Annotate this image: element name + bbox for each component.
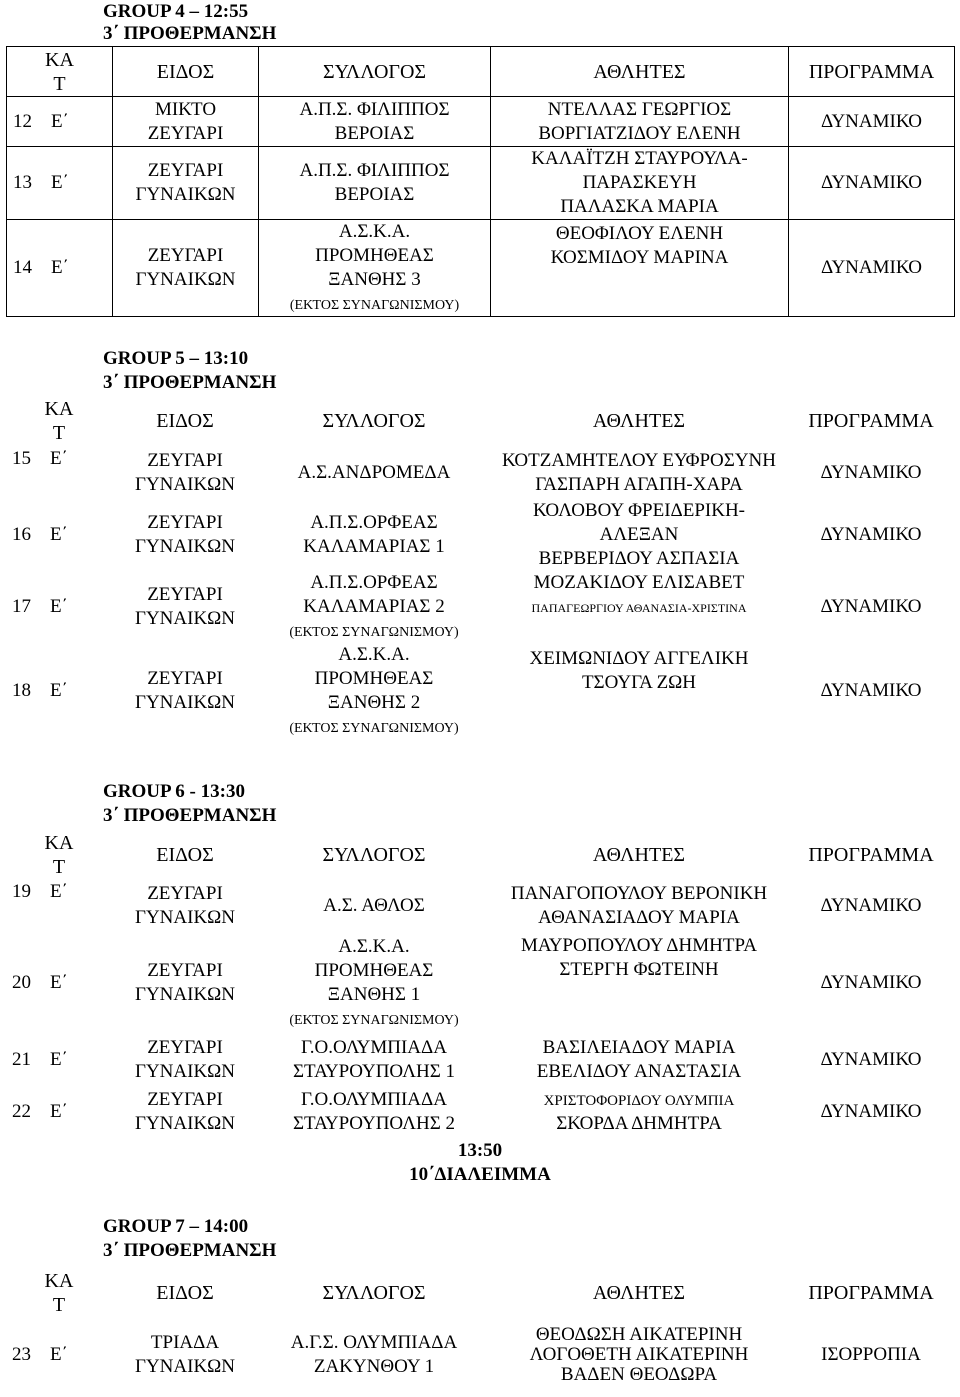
row-athletes: ΧΡΙΣΤΟΦΟΡΙΔΟΥ ΟΛΥΜΠΙΑ ΣΚΟΡΔΑ ΔΗΜΗΤΡΑ [543, 1093, 735, 1134]
row-athletes: ΜΟΖΑΚΙΔΟΥ ΕΛΙΣΑΒΕΤ ΠΑΠΑΓΕΩΡΓΙΟΥ ΑΘΑΝΑΣΙΑ-ΧΡΙΣΤΙΝΑ [531, 572, 747, 615]
row-program: ΔΥΝΑΜΙΚΟ [820, 524, 922, 545]
row-type: ΖΕΥΓΑΡΙ ΓΥΝΑΙΚΩΝ [134, 584, 236, 629]
row-program: ΔΥΝΑΜΙΚΟ [820, 895, 922, 916]
header-program: ΠΡΟΓΡΑΜΜΑ [789, 47, 955, 97]
header-syllogos: ΣΥΛΛΟΓΟΣ [322, 1282, 426, 1304]
row-club: Α.Π.Σ. ΦΙΛΙΠΠΟΣ ΒΕΡΟΙΑΣ [259, 147, 491, 220]
club-note: (ΕΚΤΟΣ ΣΥΝΑΓΩΝΙΣΜΟΥ) [289, 298, 460, 313]
table-row [6, 643, 954, 739]
row-club: Α.Σ.Κ.Α. ΠΡΟΜΗΘΕΑΣ ΞΑΝΘΗΣ 2 (ΕΚΤΟΣ ΣΥΝΑΓΩΝΙΣΜΟΥ) [289, 644, 459, 736]
row-number: 12 Ε΄ [7, 97, 113, 147]
row-club: Α.Σ.ΑΝΔΡΟΜΕΔΑ [297, 462, 451, 483]
row-program: ΔΥΝΑΜΙΚΟ [789, 220, 955, 317]
table-row [6, 1086, 954, 1138]
header-syllogos: ΣΥΛΛΟΓΟΣ [259, 47, 491, 97]
row-club: Α.Γ.Σ. ΟΛΥΜΠΙΑΔΑ ΖΑΚΥΝΘΟΥ 1 [290, 1332, 458, 1377]
row-club: Α.Π.Σ.ΟΡΦΕΑΣ ΚΑΛΑΜΑΡΙΑΣ 2 (ΕΚΤΟΣ ΣΥΝΑΓΩΝΙΣΜΟΥ) [289, 572, 459, 640]
row-type: ΖΕΥΓΑΡΙ ΓΥΝΑΙΚΩΝ [113, 147, 259, 220]
header-athletes: ΑΘΛΗΤΕΣ [491, 47, 789, 97]
group-5-title: GROUP 5 – 13:10 [103, 348, 249, 369]
table-row [7, 147, 955, 220]
row-program: ΔΥΝΑΜΙΚΟ [820, 972, 922, 993]
group-5-table [6, 395, 954, 739]
row-type: ΖΕΥΓΑΡΙ ΓΥΝΑΙΚΩΝ [134, 668, 236, 713]
club-note: (ΕΚΤΟΣ ΣΥΝΑΓΩΝΙΣΜΟΥ) [289, 721, 459, 736]
header-kat: ΚΑ Τ [44, 398, 74, 444]
header-kat: ΚΑ Τ [7, 47, 113, 97]
header-kat: ΚΑ Τ [44, 832, 74, 878]
row-number: 23 Ε΄ [12, 1344, 68, 1365]
header-eidos: ΕΙΔΟΣ [156, 1282, 214, 1304]
table-row [6, 1034, 954, 1086]
row-athletes: ΒΑΣΙΛΕΙΑΔΟΥ ΜΑΡΙΑ ΕΒΕΛΙΔΟΥ ΑΝΑΣΤΑΣΙΑ [536, 1037, 742, 1082]
row-program: ΔΥΝΑΜΙΚΟ [789, 147, 955, 220]
row-type: ΖΕΥΓΑΡΙ ΓΥΝΑΙΚΩΝ [113, 220, 259, 317]
row-program: ΔΥΝΑΜΙΚΟ [820, 1101, 922, 1122]
row-athletes: ΚΟΤΖΑΜΗΤΕΛΟΥ ΕΥΦΡΟΣΥΝΗ ΓΑΣΠΑΡΗ ΑΓΑΠΗ-ΧΑΡΑ [502, 450, 776, 495]
row-club: Α.Π.Σ.ΟΡΦΕΑΣ ΚΑΛΑΜΑΡΙΑΣ 1 [303, 512, 445, 557]
row-program: ΔΥΝΑΜΙΚΟ [820, 596, 922, 617]
table-row [6, 1321, 954, 1389]
row-number: 20 Ε΄ [12, 972, 68, 993]
row-club: Α.Σ.Κ.Α. ΠΡΟΜΗΘΕΑΣ ΞΑΝΘΗΣ 1 (ΕΚΤΟΣ ΣΥΝΑΓΩΝΙΣΜΟΥ) [289, 936, 459, 1028]
row-type: ΖΕΥΓΑΡΙ ΓΥΝΑΙΚΩΝ [134, 1037, 236, 1082]
row-athletes: ΜΑΥΡΟΠΟΥΛΟΥ ΔΗΜΗΤΡΑ ΣΤΕΡΓΗ ΦΩΤΕΙΝΗ [520, 935, 758, 980]
table-row [7, 220, 955, 317]
header-syllogos: ΣΥΛΛΟΓΟΣ [322, 844, 426, 866]
header-athletes: ΑΘΛΗΤΕΣ [592, 410, 686, 432]
row-type: ΖΕΥΓΑΡΙ ΓΥΝΑΙΚΩΝ [134, 450, 236, 495]
row-athletes: ΚΟΛΟΒΟΥ ΦΡΕΙΔΕΡΙΚΗ- ΑΛΕΞΑΝ ΒΕΡΒΕΡΙΔΟΥ ΑΣΠΑΣΙΑ [532, 500, 746, 569]
group-7-table [6, 1265, 954, 1389]
table-header-row [7, 47, 955, 97]
row-type: ΖΕΥΓΑΡΙ ΓΥΝΑΙΚΩΝ [134, 883, 236, 928]
row-number: 16 Ε΄ [12, 524, 68, 545]
row-club: Α.Π.Σ. ΦΙΛΙΠΠΟΣ ΒΕΡΟΙΑΣ [259, 97, 491, 147]
header-athletes: ΑΘΛΗΤΕΣ [592, 1282, 686, 1304]
row-type: ΤΡΙΑΔΑ ΓΥΝΑΙΚΩΝ [134, 1332, 236, 1377]
break-label: 10΄ΔΙΑΛΕΙΜΜΑ [409, 1164, 551, 1185]
header-eidos: ΕΙΔΟΣ [113, 47, 259, 97]
group-4-subtitle: 3΄ ΠΡΟΘΕΡΜΑΝΣΗ [103, 23, 277, 44]
table-row [6, 499, 954, 571]
group-6-title: GROUP 6 - 13:30 [103, 781, 245, 802]
row-athletes: ΠΑΝΑΓΟΠΟΥΛΟΥ ΒΕΡΟΝΙΚΗ ΑΘΑΝΑΣΙΑΔΟΥ ΜΑΡΙΑ [510, 883, 768, 928]
row-athletes: ΘΕΟΦΙΛΟΥ ΕΛΕΝΗ ΚΟΣΜΙΔΟΥ ΜΑΡΙΝΑ [491, 220, 789, 317]
row-program: ΔΥΝΑΜΙΚΟ [820, 1049, 922, 1070]
row-club: Α.Σ. ΑΘΛΟΣ [323, 895, 425, 916]
row-number: 22 Ε΄ [12, 1101, 68, 1122]
row-athletes: ΚΑΛΑΪΤΖΗ ΣΤΑΥΡΟΥΛΑ-ΠΑΡΑΣΚΕΥΗ ΠΑΛΑΣΚΑ ΜΑΡΙΑ [491, 147, 789, 220]
row-program: ΔΥΝΑΜΙΚΟ [820, 462, 922, 483]
row-number: 21 Ε΄ [12, 1049, 68, 1070]
table-row [7, 97, 955, 147]
header-kat: ΚΑ Τ [44, 1270, 74, 1316]
header-eidos: ΕΙΔΟΣ [156, 844, 214, 866]
row-club: Γ.Ο.ΟΛΥΜΠΙΑΔΑ ΣΤΑΥΡΟΥΠΟΛΗΣ 1 [292, 1037, 456, 1082]
break-time: 13:50 [457, 1140, 503, 1161]
group-6-subtitle: 3΄ ΠΡΟΘΕΡΜΑΝΣΗ [103, 805, 277, 826]
row-number: 18 Ε΄ [12, 680, 68, 701]
row-club: Γ.Ο.ΟΛΥΜΠΙΑΔΑ ΣΤΑΥΡΟΥΠΟΛΗΣ 2 [292, 1089, 456, 1134]
group-7-subtitle: 3΄ ΠΡΟΘΕΡΜΑΝΣΗ [103, 1240, 277, 1261]
row-athletes: ΘΕΟΔΩΣΗ ΑΙΚΑΤΕΡΙΝΗ ΛΟΓΟΘΕΤΗ ΑΙΚΑΤΕΡΙΝΗ ΒΑΔΕΝ ΘΕΟΔΩΡΑ [529, 1324, 749, 1385]
row-club: Α.Σ.Κ.Α. ΠΡΟΜΗΘΕΑΣ ΞΑΝΘΗΣ 3 (ΕΚΤΟΣ ΣΥΝΑΓΩΝΙΣΜΟΥ) [259, 220, 491, 317]
row-athletes: ΝΤΕΛΛΑΣ ΓΕΩΡΓΙΟΣ ΒΟΡΓΙΑΤΖΙΔΟΥ ΕΛΕΝΗ [491, 97, 789, 147]
row-number: 14 Ε΄ [7, 220, 113, 317]
row-program: ΔΥΝΑΜΙΚΟ [789, 97, 955, 147]
row-type: ΖΕΥΓΑΡΙ ΓΥΝΑΙΚΩΝ [134, 512, 236, 557]
group-6-table [6, 830, 954, 1138]
header-athletes: ΑΘΛΗΤΕΣ [592, 844, 686, 866]
club-note: (ΕΚΤΟΣ ΣΥΝΑΓΩΝΙΣΜΟΥ) [289, 625, 459, 640]
row-number: 15 Ε΄ [12, 448, 68, 469]
row-type: ΜΙΚΤΟ ΖΕΥΓΑΡΙ [113, 97, 259, 147]
header-eidos: ΕΙΔΟΣ [156, 410, 214, 432]
table-row [6, 571, 954, 643]
table-row [6, 447, 954, 499]
header-program: ΠΡΟΓΡΑΜΜΑ [808, 1282, 934, 1304]
header-syllogos: ΣΥΛΛΟΓΟΣ [322, 410, 426, 432]
row-program: ΔΥΝΑΜΙΚΟ [820, 680, 922, 701]
group-5-subtitle: 3΄ ΠΡΟΘΕΡΜΑΝΣΗ [103, 372, 277, 393]
group-4-title: GROUP 4 – 12:55 [103, 1, 249, 22]
group-4-table [6, 46, 955, 317]
row-number: 19 Ε΄ [12, 881, 68, 902]
row-athletes: ΧΕΙΜΩΝΙΔΟΥ ΑΓΓΕΛΙΚΗ ΤΣΟΥΓΑ ΖΩΗ [529, 648, 749, 693]
club-note: (ΕΚΤΟΣ ΣΥΝΑΓΩΝΙΣΜΟΥ) [289, 1013, 459, 1028]
table-row [6, 932, 954, 1034]
row-type: ΖΕΥΓΑΡΙ ΓΥΝΑΙΚΩΝ [134, 1089, 236, 1134]
row-number: 17 Ε΄ [12, 596, 68, 617]
header-program: ΠΡΟΓΡΑΜΜΑ [808, 410, 934, 432]
group-7-title: GROUP 7 – 14:00 [103, 1216, 249, 1237]
row-program: ΙΣΟΡΡΟΠΙΑ [821, 1344, 921, 1365]
table-header-row [6, 830, 954, 880]
header-program: ΠΡΟΓΡΑΜΜΑ [808, 844, 934, 866]
row-type: ΖΕΥΓΑΡΙ ΓΥΝΑΙΚΩΝ [134, 960, 236, 1005]
table-row [6, 880, 954, 932]
row-number: 13 Ε΄ [7, 147, 113, 220]
table-header-row [6, 1265, 954, 1321]
table-header-row [6, 395, 954, 447]
